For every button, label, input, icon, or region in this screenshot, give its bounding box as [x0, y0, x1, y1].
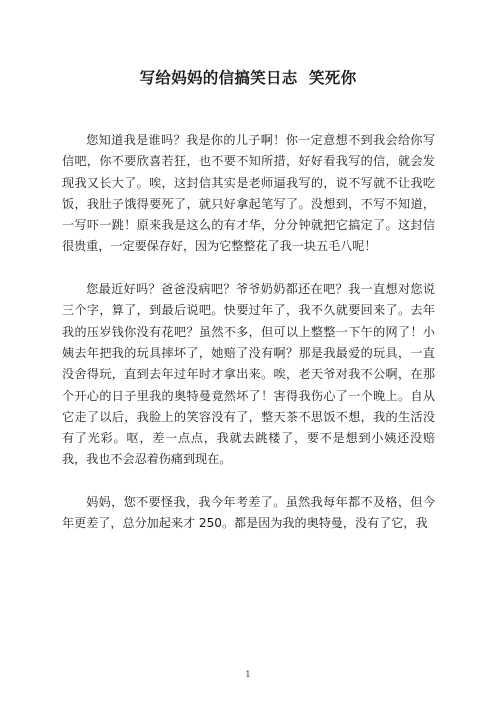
document-body [62, 130, 435, 535]
paragraph: 您最近好吗？爸爸没病吧？爷爷奶奶都还在吧？我一直想对您说三个字，算了，到最后说吧。快要过年了，我不久就要回来了。去年我的压岁钱你没有花吧？虽然不多，但可以上整整一下午的网了！小姨去年把我的玩具摔坏了，她赔了没有啊？那是我最爱的玩具，一直没舍得玩，直到去年过年时才拿出来。唉，老天爷对我不公啊，在那个开心的日子里我的奥特曼竟然坏了！害得我伤心了一个晚上。自从它走了以后，我脸上的笑容没有了，整天茶不思饭不想，我的生活没有了光彩。呕，差一点点，我就去跳楼了，要不是想到小姨还没赔我，我也不会忍着伤痛到现在。 [62, 282, 435, 467]
paragraph: 您知道我是谁吗？我是你的儿子啊！你一定意想不到我会给你写信吧，你不要欣喜若狂，也不要不知所措，好好看我写的信，就会发现我又长大了。唉，这封信其实是老师逼我写的，说不写就不让我吃饭，我肚子饿得要死了，就只好拿起笔写了。没想到，不写不知道，一写吓一跳！原来我是这么的有才华，分分钟就把它搞定了。这封信很贵重，一定要保存好，因为它整整花了我一块五毛八呢！ [62, 133, 435, 254]
page-number: 1 [245, 670, 251, 680]
paragraph: 妈妈，您不要怪我，我今年考差了。虽然我每年都不及格，但今年更差了，总分加起来才 250。都是因为我的奥特曼，没有了它，我 [62, 495, 435, 531]
document-title: 写给妈妈的信搞笑日志 笑死你 [139, 69, 357, 87]
